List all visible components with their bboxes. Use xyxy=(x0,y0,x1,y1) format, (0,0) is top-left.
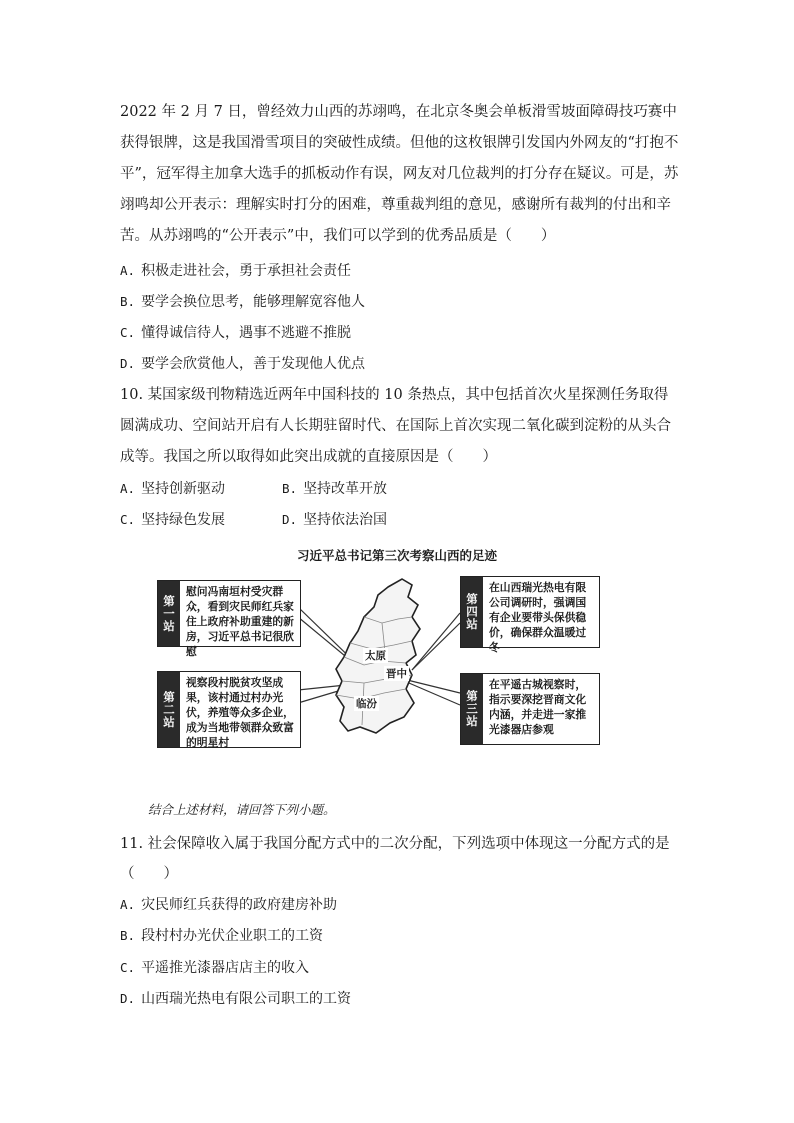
option-key: A. xyxy=(120,481,136,496)
option-text: 平遥推光漆器店店主的收入 xyxy=(141,960,310,976)
option-text: 坚持绿色发展 xyxy=(141,512,226,528)
station-tag: 第二站 xyxy=(158,672,180,747)
q11-stem-line1: 11. 社会保障收入属于我国分配方式中的二次分配，下列选项中体现这一分配方式的是 xyxy=(120,836,670,852)
q11-stem-line2: （ ） xyxy=(120,866,178,882)
q9-option-d[interactable] xyxy=(120,353,365,373)
map-label-taiyuan: 太原 xyxy=(365,650,386,662)
option-key: A. xyxy=(120,897,136,912)
station-1-box xyxy=(157,580,301,658)
option-key: C. xyxy=(120,960,136,975)
option-key: D. xyxy=(282,512,298,527)
map-label-linfen: 临汾 xyxy=(356,698,377,710)
option-text: 坚持改革开放 xyxy=(303,481,388,497)
option-key: C. xyxy=(120,512,136,527)
q9-option-a[interactable] xyxy=(120,260,351,280)
station-3-box xyxy=(460,673,600,745)
option-text: 山西瑞光热电有限公司职工的工资 xyxy=(141,991,352,1007)
instruction-note: 结合上述材料，请回答下列小题。 xyxy=(148,802,336,817)
q10-option-d[interactable] xyxy=(282,509,387,529)
option-key: C. xyxy=(120,325,136,340)
option-text: 段村村办光伏企业职工的工资 xyxy=(141,928,324,944)
option-text: 积极走进社会，勇于承担社会责任 xyxy=(141,263,352,279)
station-tag: 第一站 xyxy=(158,581,180,646)
q10-option-c[interactable] xyxy=(120,509,225,529)
option-text: 坚持创新驱动 xyxy=(141,481,226,497)
figure-title: 习近平总书记第三次考察山西的足迹 xyxy=(296,548,497,563)
option-key: B. xyxy=(282,481,298,496)
station-2-box xyxy=(157,671,301,748)
q9-option-b[interactable] xyxy=(120,291,365,311)
option-key: B. xyxy=(120,928,136,943)
option-key: D. xyxy=(120,991,136,1006)
option-key: D. xyxy=(120,356,136,371)
option-text: 懂得诚信待人，遇事不逃避不推脱 xyxy=(141,325,352,341)
option-key: A. xyxy=(120,263,136,278)
q11-option-b[interactable] xyxy=(120,925,323,945)
q9-option-c[interactable] xyxy=(120,322,351,342)
q11-option-d[interactable] xyxy=(120,988,351,1008)
option-text: 坚持依法治国 xyxy=(303,512,388,528)
station-tag: 第四站 xyxy=(461,577,483,647)
option-text: 灾民师红兵获得的政府建房补助 xyxy=(141,897,338,913)
map-label-jinzhong: 晋中 xyxy=(386,668,407,680)
station-text: 视察段村脱贫攻坚成果，该村通过村办光伏，养殖等众多企业，成为当地带领群众致富的明星村 xyxy=(186,676,294,749)
q10-option-a[interactable] xyxy=(120,478,225,498)
q9-stem: 2022 年 2 月 7 日，曾经效力山西的苏翊鸣，在北京冬奥会单板滑雪坡面障碍技巧赛中获得银牌，这是我国滑雪项目的突破性成绩。但他的这枚银牌引发国内外网友的“打抱不平”，冠军得主加拿大选手的抓板动作有误，网友对几位裁判的打分存在疑议。可是，苏翊鸣却公开表示：理解实时打分的困难，尊重裁判组的意见，感谢所有裁判的付出和辛苦。从苏翊鸣的“公开表示”中，我们可以学到的优秀品质是（ ） xyxy=(120,104,679,244)
station-text: 在平遥古城视察时，指示要深挖晋商文化内涵，并走进一家推光漆器店参观 xyxy=(489,678,587,736)
q10-option-b[interactable] xyxy=(282,478,387,498)
q11-option-c[interactable] xyxy=(120,957,309,977)
option-key: B. xyxy=(120,294,136,309)
station-text: 在山西瑞光热电有限公司调研时，强调国有企业要带头保供稳价，确保群众温暖过冬 xyxy=(489,581,587,654)
station-text: 慰问冯南垣村受灾群众，看到灾民师红兵家住上政府补助重建的新房，习近平总书记很欣慰 xyxy=(186,585,294,658)
option-text: 要学会换位思考，能够理解宽容他人 xyxy=(141,294,366,310)
q11-option-a[interactable] xyxy=(120,894,337,914)
option-text: 要学会欣赏他人，善于发现他人优点 xyxy=(141,356,366,372)
station-4-box xyxy=(460,576,600,654)
q10-stem: 10. 某国家级刊物精选近两年中国科技的 10 条热点，其中包括首次火星探测任务取得圆满成功、空间站开启有人长期驻留时代、在国际上首次实现二氧化碳到淀粉的从头合成等。我国之所以取得如此突出成就的直接原因是（ ） xyxy=(120,387,671,465)
station-tag: 第三站 xyxy=(461,674,483,744)
